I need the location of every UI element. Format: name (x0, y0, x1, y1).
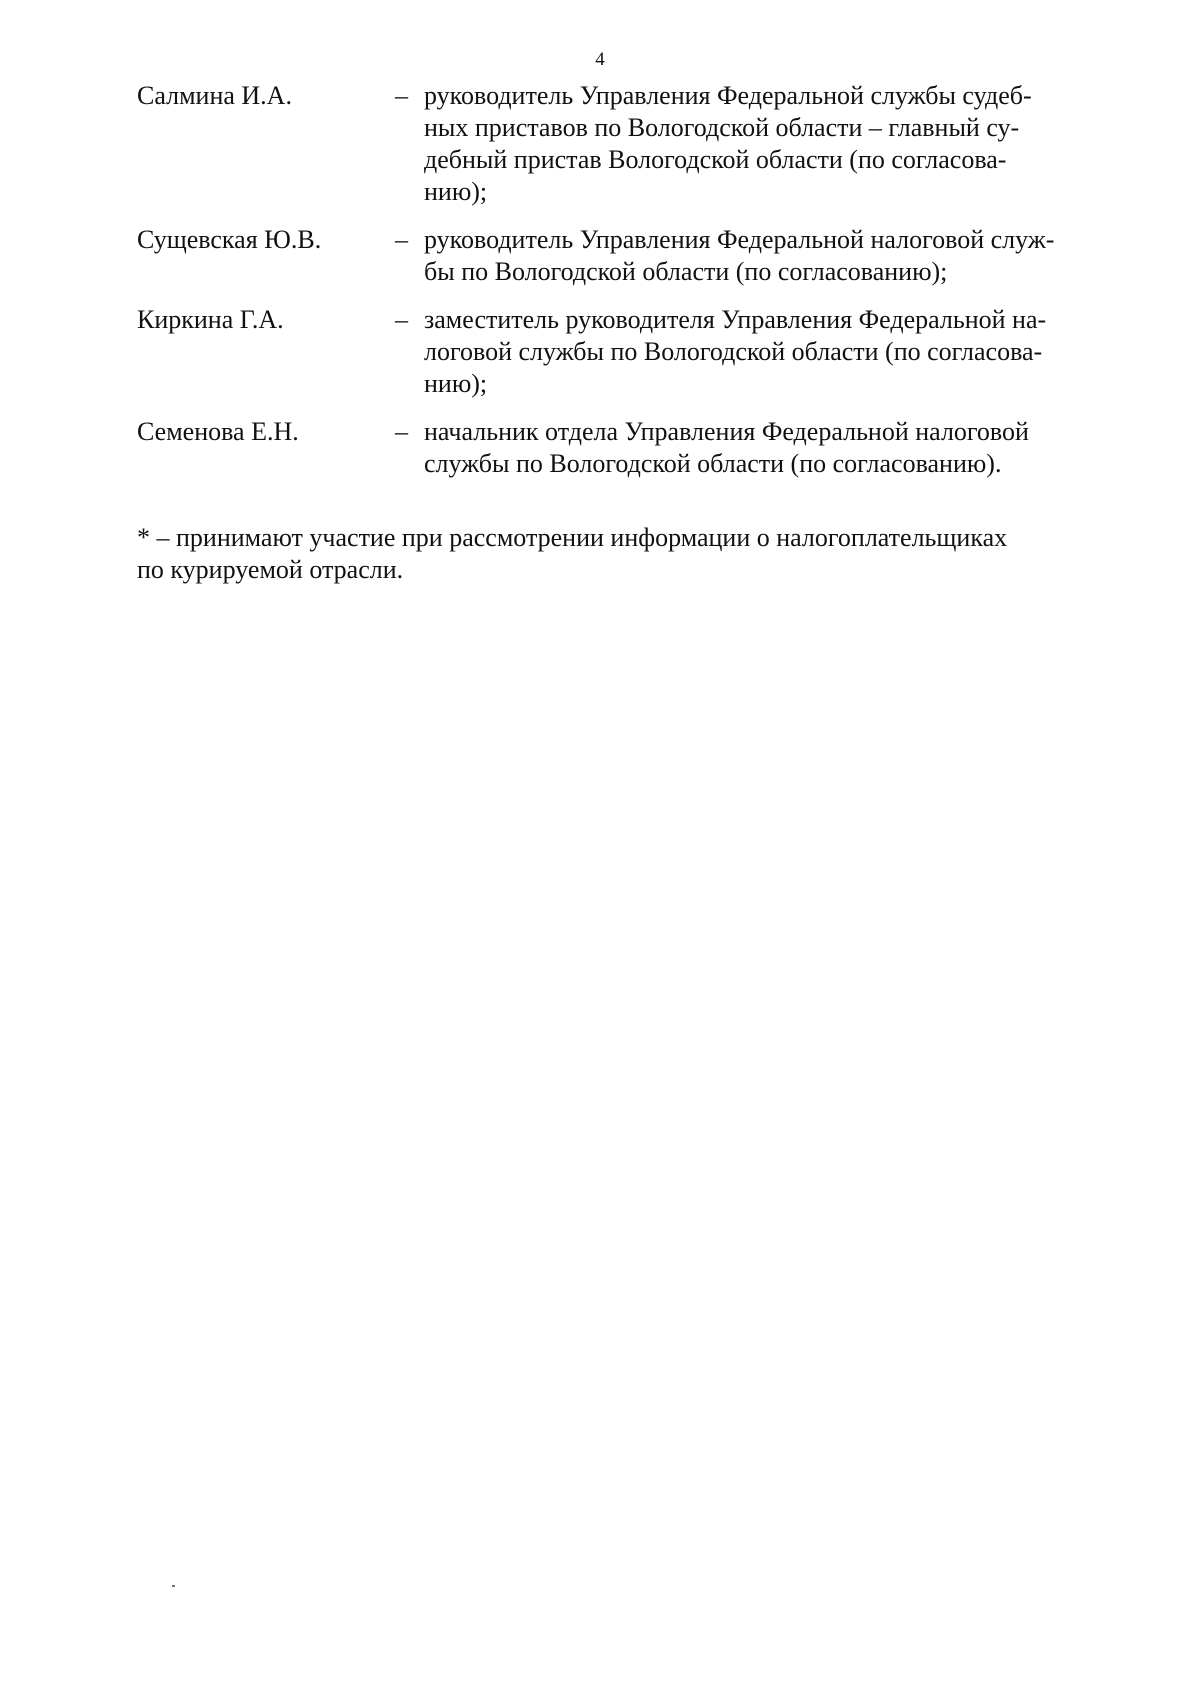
member-dash: – (395, 417, 408, 446)
member-name: Сущевская Ю.В. (137, 225, 322, 254)
member-dash: – (395, 305, 408, 334)
page-number: 4 (595, 49, 605, 70)
member-name: Семенова Е.Н. (137, 417, 299, 446)
member-name: Салмина И.А. (137, 81, 292, 110)
member-role: руководитель Управления Федеральной службы судеб- ных приставов по Вологодской области – главный су- дебный пристав Вологодской области (по согласова- нию); (424, 81, 1032, 206)
footnote: * – принимают участие при рассмотрении информации о налогоплательщиках по курируемой отрасли. (137, 523, 1008, 584)
member-row (137, 224, 1127, 288)
member-name: Киркина Г.А. (137, 305, 284, 334)
member-row (137, 304, 1127, 400)
member-dash: – (395, 225, 408, 254)
member-role: заместитель руководителя Управления Федеральной на- логовой службы по Вологодской области (по согласова- нию); (424, 305, 1047, 398)
member-role: начальник отдела Управления Федеральной налоговой службы по Вологодской области (по согласованию). (424, 417, 1029, 478)
member-role: руководитель Управления Федеральной налоговой служ- бы по Вологодской области (по согласованию); (424, 225, 1055, 286)
member-row (137, 80, 1127, 208)
member-row (137, 416, 1127, 480)
members-list (137, 80, 1127, 496)
member-dash: – (395, 81, 408, 110)
scan-speck (172, 1585, 175, 1587)
